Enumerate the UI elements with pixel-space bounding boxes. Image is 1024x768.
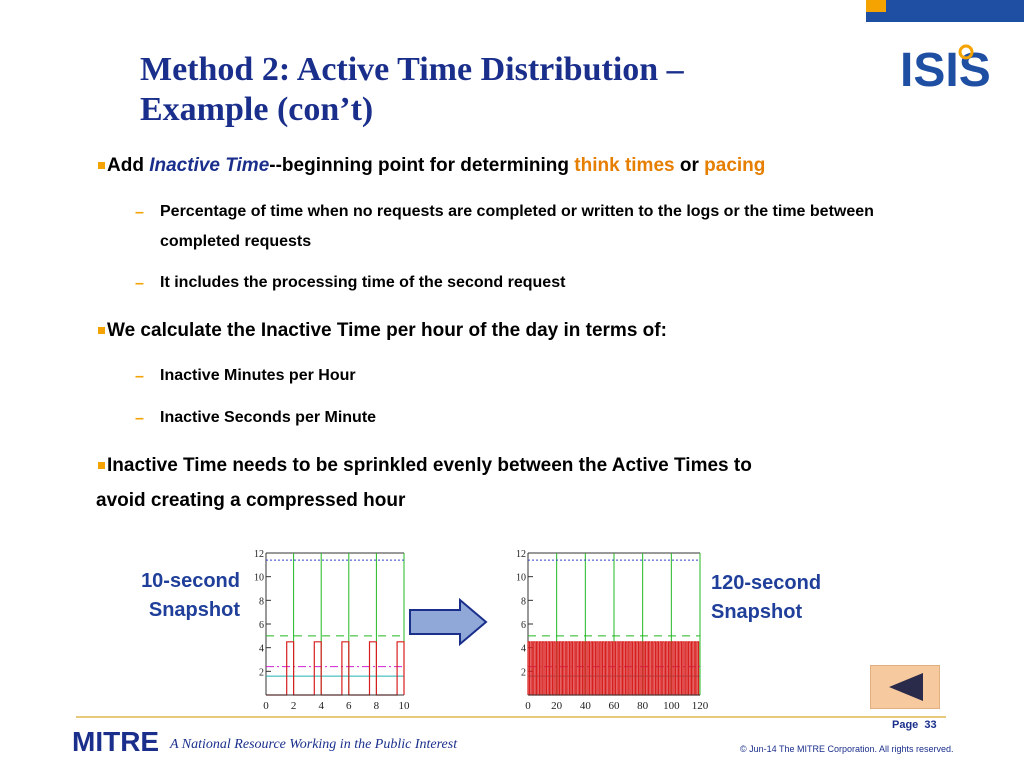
bullet-calculate-inactive: We calculate the Inactive Time per hour of the day in terms of: bbox=[98, 320, 667, 342]
right-arrow-icon bbox=[408, 598, 488, 646]
x-tick-label: 10 bbox=[398, 700, 410, 712]
y-tick-label: 6 bbox=[259, 620, 264, 631]
y-tick-label: 10 bbox=[254, 572, 264, 584]
x-tick-label: 80 bbox=[637, 700, 649, 712]
caption-10-second: 10-second Snapshot bbox=[141, 570, 240, 621]
mitre-logo bbox=[72, 725, 164, 755]
caption-120-second: 120-second Snapshot bbox=[711, 572, 822, 623]
sub-bullet-dash: – bbox=[135, 275, 144, 292]
x-tick-label: 40 bbox=[579, 700, 591, 712]
y-tick-label: 8 bbox=[521, 596, 526, 608]
y-tick-label: 12 bbox=[516, 549, 526, 560]
sub-bullet-dash: – bbox=[135, 410, 144, 427]
slide-title-line2: Example (con’t) bbox=[140, 91, 374, 128]
x-tick-label: 6 bbox=[346, 700, 352, 712]
copyright-notice: © Jun-14 The MITRE Corporation. All rights reserved. bbox=[740, 744, 954, 754]
bullet-sprinkle: Inactive Time needs to be sprinkled evenly between the Active Times to bbox=[98, 455, 752, 477]
sub-bullet-seconds: Inactive Seconds per Minute bbox=[160, 409, 377, 426]
y-tick-label: 4 bbox=[521, 643, 526, 655]
chart-120-second bbox=[510, 545, 709, 715]
left-triangle-icon bbox=[871, 666, 939, 708]
x-tick-label: 100 bbox=[663, 700, 680, 712]
back-button[interactable] bbox=[870, 665, 940, 709]
y-tick-label: 2 bbox=[259, 667, 264, 679]
sub-bullet-minutes: Inactive Minutes per Hour bbox=[160, 367, 356, 384]
page-number: Page 33 bbox=[892, 719, 937, 731]
top-accent-bar bbox=[866, 0, 1024, 22]
y-tick-label: 2 bbox=[521, 667, 526, 679]
y-tick-label: 8 bbox=[259, 596, 264, 608]
top-accent-orange bbox=[866, 0, 886, 12]
sub-bullet-percentage: Percentage of time when no requests are completed or written to the logs or the time between completed requests bbox=[160, 203, 874, 250]
mitre-logo-text: MITRE bbox=[72, 726, 160, 757]
slide-title bbox=[140, 50, 684, 130]
x-tick-label: 20 bbox=[551, 700, 563, 712]
x-tick-label: 60 bbox=[608, 700, 620, 712]
x-tick-label: 8 bbox=[373, 700, 380, 712]
x-tick-label: 120 bbox=[691, 700, 709, 712]
sub-bullet-dash: – bbox=[135, 204, 144, 221]
isis-logo bbox=[900, 40, 1012, 97]
x-tick-label: 2 bbox=[290, 700, 297, 712]
sub-bullet-processing: It includes the processing time of the second request bbox=[160, 274, 566, 291]
slide-title-line1: Method 2: Active Time Distribution – bbox=[140, 51, 684, 88]
footer-divider bbox=[76, 716, 946, 718]
bullet-add-inactive-time: Add Inactive Time--beginning point for determining think times or pacing bbox=[98, 155, 765, 177]
footer-tagline: A National Resource Working in the Public Interest bbox=[170, 737, 458, 752]
y-tick-label: 6 bbox=[521, 620, 526, 631]
sub-bullet-dash: – bbox=[135, 368, 144, 385]
y-tick-label: 4 bbox=[259, 643, 264, 655]
bullet-square-icon bbox=[98, 327, 105, 334]
bullet-sprinkle-cont: avoid creating a compressed hour bbox=[96, 490, 406, 511]
x-tick-label: 4 bbox=[318, 700, 324, 712]
bullet-square-icon bbox=[98, 162, 105, 169]
isis-logo-text: ISIS bbox=[900, 44, 991, 97]
x-tick-label: 0 bbox=[263, 700, 269, 712]
y-tick-label: 12 bbox=[254, 549, 264, 560]
y-tick-label: 10 bbox=[516, 572, 526, 584]
series-active-pulses bbox=[528, 642, 700, 695]
bullet-square-icon bbox=[98, 462, 105, 469]
x-tick-label: 0 bbox=[525, 700, 531, 712]
chart-10-second bbox=[248, 545, 410, 715]
